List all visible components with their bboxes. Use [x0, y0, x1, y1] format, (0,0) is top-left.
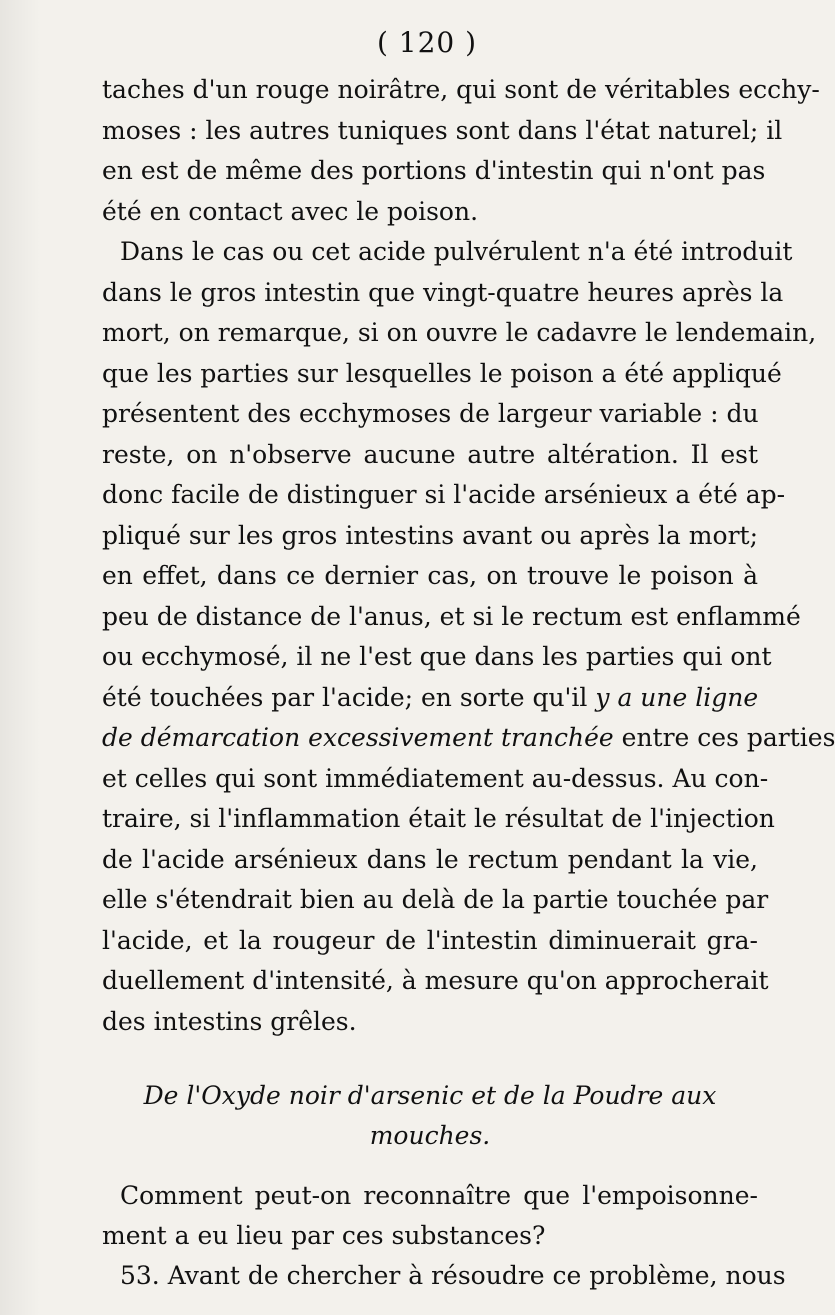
paragraph-1	[102, 70, 820, 232]
page-number: ( 120 )	[376, 26, 478, 59]
emphasis-text: de démarcation excessivement tranchée	[102, 723, 614, 752]
text-line: traire, si l'inflammation était le résultat de l'injection	[102, 804, 775, 833]
text-line: donc facile de distinguer si l'acide arsénieux a été ap-	[102, 480, 786, 509]
emphasis-text: y a une ligne	[595, 682, 759, 712]
text-line: que les parties sur lesquelles le poison a été appliqué	[102, 358, 782, 388]
paragraph-3	[102, 1256, 786, 1297]
text-line-with-emphasis	[102, 678, 758, 719]
text-line-with-emphasis	[102, 718, 835, 759]
text-line: duellement d'intensité, à mesure qu'on approcherait	[102, 966, 769, 995]
section-heading	[102, 1076, 758, 1156]
text-line: dans le gros intestin que vingt-quatre heures après la	[102, 277, 784, 307]
text-line: moses : les autres tuniques sont dans l'état naturel; il	[102, 115, 783, 145]
text-line: en est de même des portions d'intestin qui n'ont pas	[102, 156, 766, 185]
text-line: reste, on n'observe aucune autre altération. Il est	[102, 439, 758, 469]
text-line: taches d'un rouge noirâtre, qui sont de véritables ecchy-	[102, 75, 820, 104]
text-line: pliqué sur les gros intestins avant ou après la mort;	[102, 520, 758, 550]
text-line: en effet, dans ce dernier cas, on trouve le poison à	[102, 561, 758, 590]
text-line: l'acide, et la rougeur de l'intestin diminuerait gra-	[102, 925, 758, 955]
heading-line: De l'Oxyde noir d'arsenic et de la Poudre aux	[143, 1081, 717, 1110]
body-text	[102, 70, 835, 1297]
text-line: peu de distance de l'anus, et si le rectum est enflammé	[102, 601, 801, 631]
text-line: elle s'étendrait bien au delà de la partie touchée par	[102, 885, 769, 914]
text-line: de l'acide arsénieux dans le rectum pendant la vie,	[102, 844, 758, 874]
text-line: Dans le cas ou cet acide pulvérulent n'a été introduit	[120, 237, 793, 266]
text-segment: été touchées par l'acide; en sorte qu'il	[102, 682, 596, 712]
text-segment: entre ces parties	[613, 723, 835, 752]
text-line: mort, on remarque, si on ouvre le cadavre le lendemain,	[102, 318, 817, 347]
text-line: Comment peut-on reconnaître que l'empoisonne-	[120, 1181, 758, 1210]
text-line: ou ecchymosé, il ne l'est que dans les parties qui ont	[102, 642, 772, 671]
paragraph-2	[102, 232, 835, 1042]
text-line: des intestins grêles.	[102, 1006, 357, 1036]
text-line: présentent des ecchymoses de largeur variable : du	[102, 399, 759, 428]
text-line: ment a eu lieu par ces substances?	[102, 1221, 546, 1250]
text-line: 53. Avant de chercher à résoudre ce problème, nous	[120, 1261, 786, 1290]
text-line: et celles qui sont immédiatement au-dessus. Au con-	[102, 763, 769, 793]
heading-line: mouches.	[369, 1121, 491, 1150]
text-line: été en contact avec le poison.	[102, 196, 479, 226]
question-paragraph	[102, 1176, 758, 1256]
